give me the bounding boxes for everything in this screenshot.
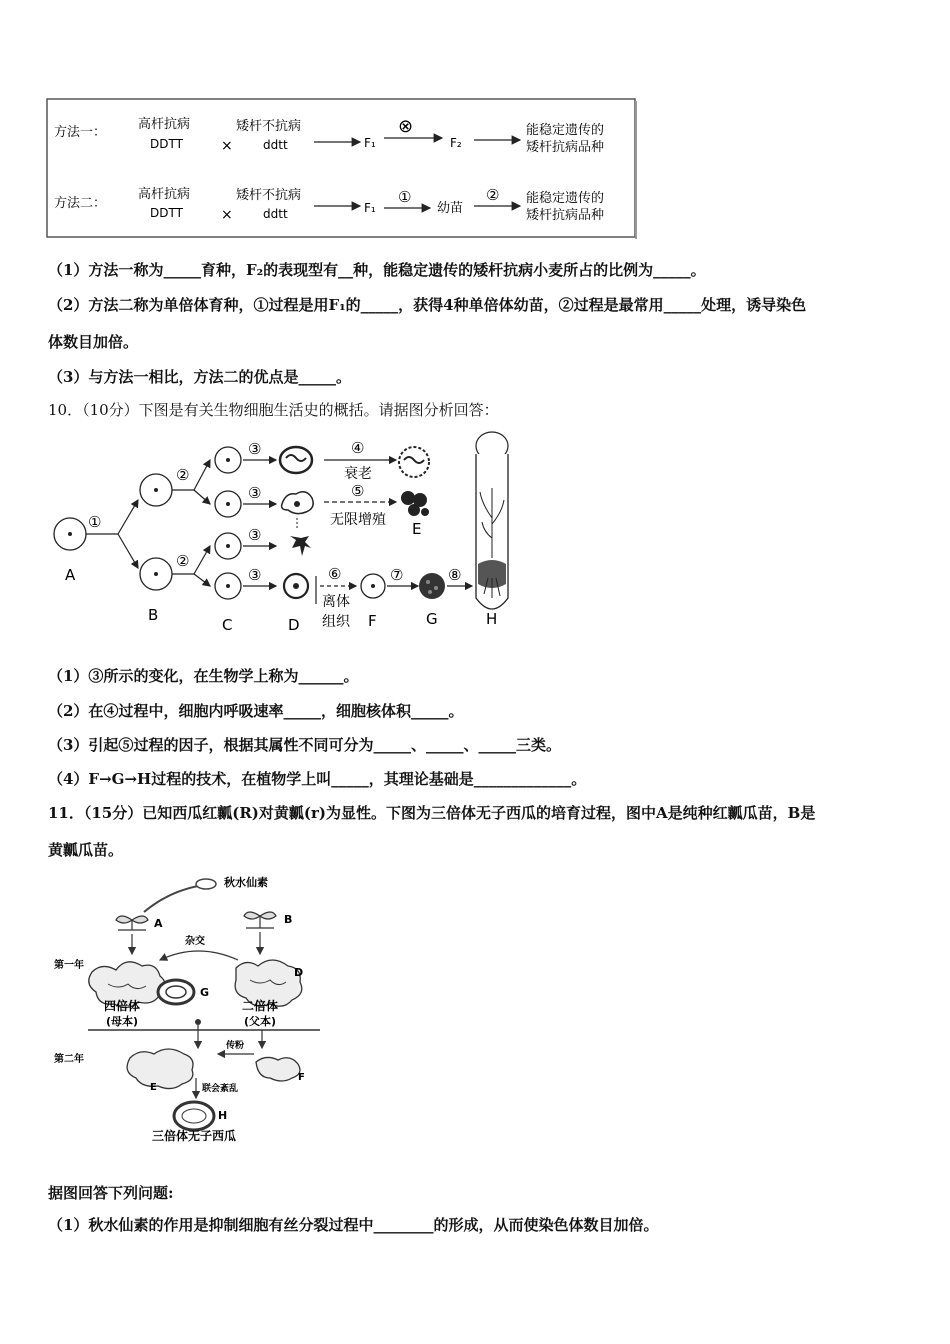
step1-symbol: ① [88, 513, 102, 531]
q9-part3: （3）与方法一相比，方法二的优点是_____。 [48, 368, 351, 386]
step8-symbol: ⑧ [448, 566, 462, 584]
year1-label: 第一年 [54, 960, 84, 971]
step2-symbol: ② [486, 186, 500, 204]
cell-life-history-figure [48, 428, 528, 638]
parent2-phenotype: 矮杆不抗病 [236, 188, 302, 203]
q9-part2-continued: 体数目加倍。 [48, 333, 139, 351]
differentiated-cell [280, 447, 312, 473]
q10-part4: （4）F→G→H过程的技术，在植物学上叫_____，其理论基础是_____________。 [48, 770, 587, 788]
parent2-genotype: ddtt [263, 138, 288, 152]
synapsis-label: 联会紊乱 [202, 1084, 239, 1094]
step6-symbol: ⑥ [328, 565, 342, 583]
unlimited-proliferation-label: 无限增殖 [330, 512, 386, 528]
triploid-seedless-label: 三倍体无子西瓜 [152, 1129, 237, 1143]
cross-symbol: × [221, 138, 233, 154]
f1-label: F₁ [364, 201, 376, 215]
step2-symbol: ② [176, 552, 190, 570]
f1-label: F₁ [364, 136, 376, 150]
q11-part1: （1）秋水仙素的作用是抑制细胞有丝分裂过程中________的形成，从而使染色体数目加倍。 [48, 1216, 659, 1234]
step3-symbol: ③ [248, 440, 262, 458]
parent1-phenotype: 高杆抗病 [138, 187, 191, 202]
result-line2: 矮杆抗病品种 [526, 140, 605, 155]
label-a: A [154, 917, 163, 930]
q9-part2: （2）方法二称为单倍体育种，①过程是用F₁的_____，获得4种单倍体幼苗，②过程是最常用_____处理，诱导染色 [48, 296, 807, 314]
parent1-genotype: DDTT [150, 206, 183, 220]
cancer-cell-cluster [401, 491, 415, 505]
result-line1: 能稳定遗传的 [526, 123, 605, 138]
label-b: B [284, 913, 293, 926]
label-e: E [412, 520, 422, 538]
callus [419, 573, 445, 599]
step7-symbol: ⑦ [390, 566, 404, 584]
aging-label: 衰老 [344, 466, 372, 482]
step2-symbol: ② [176, 466, 190, 484]
result-line1: 能稳定遗传的 [526, 191, 605, 206]
q10-title: 10．（10分）下图是有关生物细胞生活史的概括。请据图分析回答： [48, 401, 499, 419]
colchicine-label: 秋水仙素 [224, 876, 268, 889]
q11-title-continued: 黄瓤瓜苗。 [48, 841, 124, 859]
label-d: D [294, 966, 304, 979]
aging-cell [399, 447, 429, 477]
plant-f [256, 1057, 300, 1081]
step4-symbol: ④ [351, 439, 365, 457]
f2-label: F₂ [450, 136, 462, 150]
isolated-label-2: 组织 [322, 614, 350, 630]
parent2-phenotype: 矮杆不抗病 [236, 119, 302, 134]
diploid-label: 二倍体 [242, 999, 279, 1013]
plant-e [127, 1049, 193, 1089]
breeding-methods-figure [46, 98, 638, 240]
cross-symbol: × [221, 207, 233, 223]
pollination-label: 传粉 [226, 1041, 245, 1051]
q9-part1: （1）方法一称为_____育种，F₂的表现型有__种，能稳定遗传的矮杆抗病小麦所占的比例为_____。 [48, 261, 706, 279]
step3-symbol: ③ [248, 526, 262, 544]
q11-title: 11．（15分）已知西瓜红瓤(R)对黄瓤(r)为显性。下图为三倍体无子西瓜的培育过程，图中A是纯种红瓤瓜苗，B是 [48, 804, 816, 822]
seedling-b [244, 912, 276, 928]
q10-part1: （1）③所示的变化，在生物学上称为______。 [48, 667, 359, 685]
parent1-phenotype: 高杆抗病 [138, 117, 191, 132]
selfing-symbol: ⊗ [398, 116, 414, 137]
label-f: F [368, 612, 377, 630]
method1-label: 方法一： [54, 125, 107, 140]
step1-symbol: ① [398, 188, 412, 206]
q10-part2: （2）在④过程中，细胞内呼吸速率_____，细胞核体积_____。 [48, 702, 464, 720]
step5-symbol: ⑤ [351, 482, 365, 500]
father-label: (父本) [244, 1015, 277, 1028]
q10-part3: （3）引起⑤过程的因子，根据其属性不同可分为_____、_____、_____三类。 [48, 736, 561, 754]
label-h: H [218, 1109, 228, 1122]
method2-label: 方法二： [54, 196, 107, 211]
cross-label: 杂交 [185, 936, 205, 947]
step3-symbol: ③ [248, 566, 262, 584]
dropper [144, 886, 198, 912]
year2-label: 第二年 [54, 1054, 84, 1065]
label-f: F [298, 1072, 305, 1083]
step3-symbol: ③ [248, 484, 262, 502]
mother-label: (母本) [106, 1015, 139, 1028]
seedless-watermelon-figure [48, 872, 338, 1144]
seedling-a [116, 916, 148, 930]
label-e: E [150, 1082, 157, 1093]
seedling-label: 幼苗 [437, 201, 464, 216]
label-h: H [486, 610, 498, 628]
q11-lead: 据图回答下列问题: [48, 1184, 174, 1202]
label-b: B [148, 606, 159, 624]
label-g: G [426, 610, 438, 628]
result-line2: 矮杆抗病品种 [526, 208, 605, 223]
label-a: A [65, 566, 76, 584]
label-d: D [288, 616, 300, 634]
parent2-genotype: ddtt [263, 207, 288, 221]
parent1-genotype: DDTT [150, 137, 183, 151]
label-g: G [200, 986, 210, 999]
isolated-label-1: 离体 [322, 594, 350, 610]
tetraploid-label: 四倍体 [104, 999, 141, 1013]
label-c: C [222, 616, 233, 634]
nerve-cell [290, 536, 311, 556]
